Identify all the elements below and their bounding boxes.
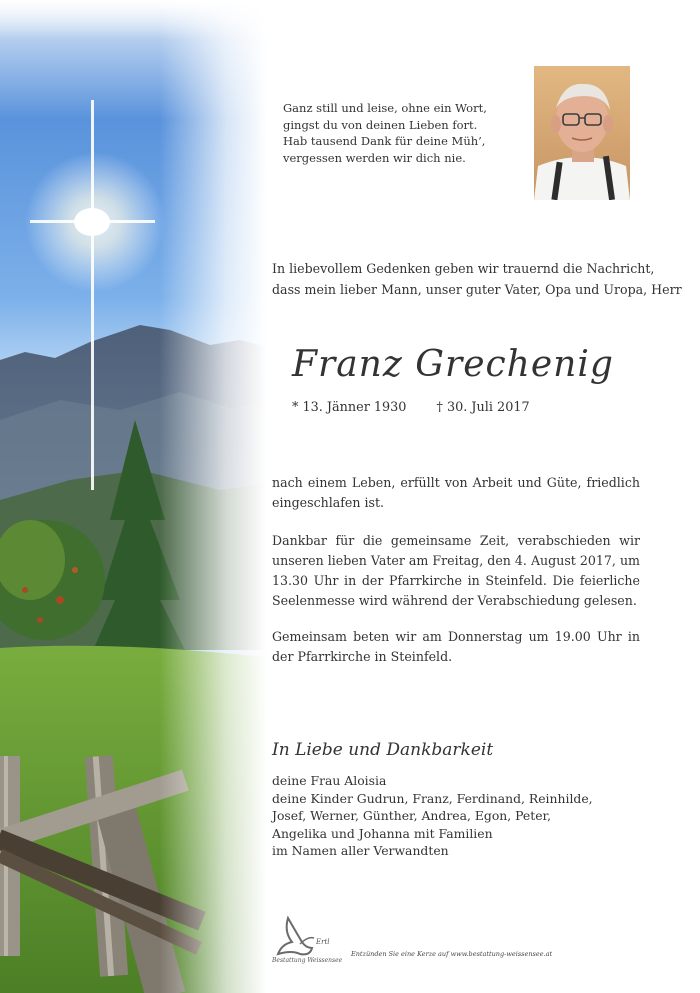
funeral-home-logo bbox=[270, 914, 344, 966]
landscape-image bbox=[0, 0, 290, 993]
birth-date: * 13. Jänner 1930 bbox=[292, 400, 407, 415]
mourner-line: Josef, Werner, Günther, Andrea, Egon, Peter, bbox=[272, 808, 552, 823]
life-dates bbox=[292, 400, 530, 415]
intro-line: dass mein lieber Mann, unser guter Vater, Opa und Uropa, Herr bbox=[272, 282, 682, 297]
mourners-list bbox=[272, 772, 593, 860]
poem-line: gingst du von deinen Lieben fort. bbox=[283, 117, 478, 132]
svg-text:Bestattung Weissensee: Bestattung Weissensee bbox=[272, 957, 343, 964]
dove-logo-icon bbox=[278, 918, 314, 954]
footer-candle-link-text: Entzünden Sie eine Kerze auf www.bestattung-weissensee.at bbox=[351, 950, 553, 958]
poem-line: Hab tausend Dank für deine Müh’, bbox=[283, 134, 486, 148]
poem bbox=[283, 100, 513, 166]
poem-line: vergessen werden wir dich nie. bbox=[283, 150, 466, 165]
paragraph-funeral: Dankbar für die gemeinsame Zeit, verabschieden wir unseren lieben Vater am Freitag, den 4. August 2017, um 13.30 Uhr in der Pfarrkirche in Steinfeld. Die feierliche Seelenmesse wird während der Verabschiedung gelesen. bbox=[272, 533, 640, 608]
death-date: † 30. Juli 2017 bbox=[436, 400, 530, 415]
closing-title: In Liebe und Dankbarkeit bbox=[272, 740, 494, 760]
portrait-photo bbox=[534, 66, 630, 200]
svg-text:Ertl: Ertl bbox=[316, 938, 330, 946]
paragraph-prayer: Gemeinsam beten wir am Donnerstag um 19.00 Uhr in der Pfarrkirche in Steinfeld. bbox=[272, 629, 640, 664]
mourner-line: im Namen aller Verwandten bbox=[272, 843, 449, 858]
mourner-line: deine Frau Aloisia bbox=[272, 773, 387, 788]
announcement-intro bbox=[272, 258, 682, 300]
mourner-line: deine Kinder Gudrun, Franz, Ferdinand, Reinhilde, bbox=[272, 790, 593, 806]
deceased-name: Franz Grechenig bbox=[292, 344, 614, 385]
paragraph-life: nach einem Leben, erfüllt von Arbeit und Güte, friedlich eingeschlafen ist. bbox=[272, 475, 640, 510]
intro-line: In liebevollem Gedenken geben wir trauernd die Nachricht, bbox=[272, 261, 655, 276]
mourner-line: Angelika und Johanna mit Familien bbox=[272, 825, 493, 841]
poem-line: Ganz still und leise, ohne ein Wort, bbox=[283, 101, 487, 115]
